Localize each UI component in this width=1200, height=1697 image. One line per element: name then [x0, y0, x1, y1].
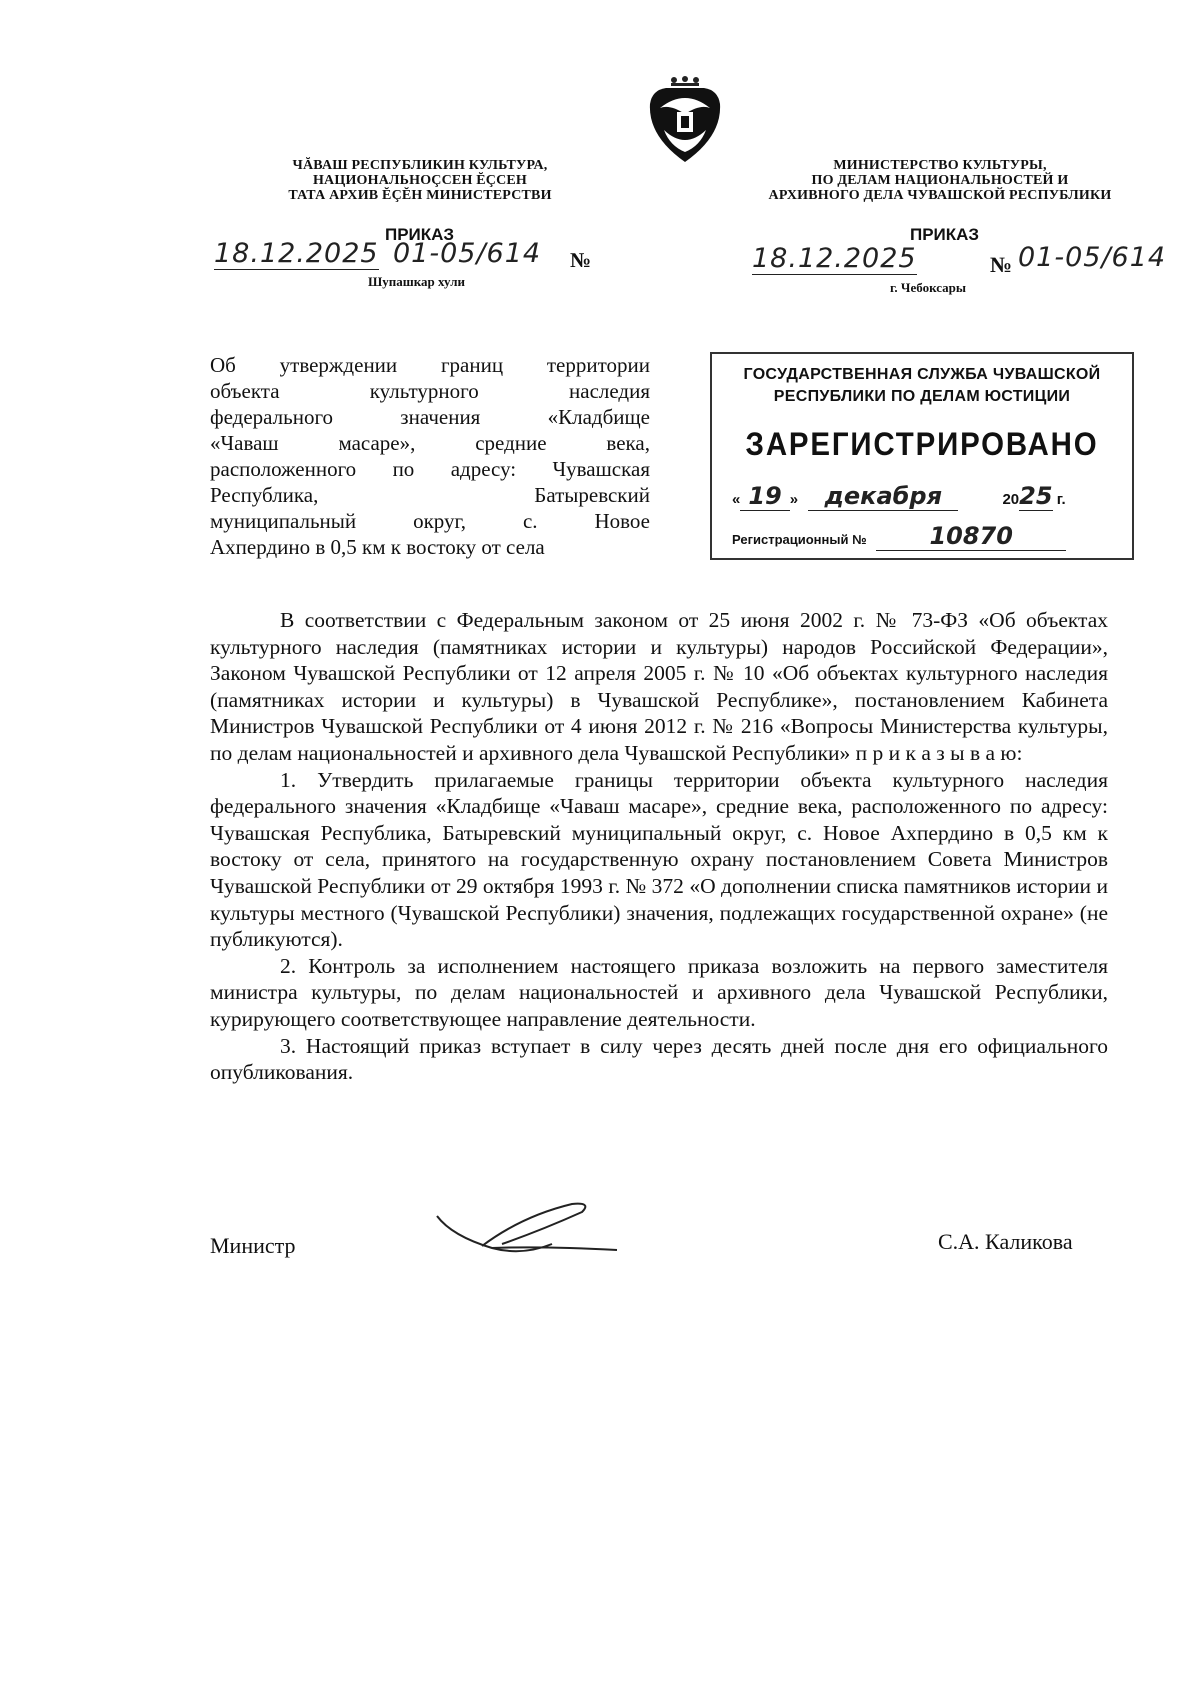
order-label-left: ПРИКАЗ	[385, 225, 455, 244]
ministry-name-russian-line-1: МИНИСТЕРСТВО КУЛЬТУРЫ,	[833, 158, 1047, 173]
title-line: Республика, Батыревский	[210, 483, 650, 507]
order-date-right: 18.12.2025	[752, 243, 917, 274]
place-right: г. Чебоксары	[890, 280, 967, 295]
number-sign-left: №	[570, 248, 592, 272]
title-line: расположенного по адресу: Чувашская	[210, 457, 650, 481]
ministry-name-russian-line-3: АРХИВНОГО ДЕЛА ЧУВАШСКОЙ РЕСПУБЛИКИ	[768, 188, 1112, 203]
ministry-name-russian-line-2: ПО ДЕЛАМ НАЦИОНАЛЬНОСТЕЙ И	[811, 173, 1069, 188]
document-body	[210, 607, 1108, 1086]
place-left: Шупашкар хули	[368, 274, 465, 289]
body-paragraph-item-3: 3. Настоящий приказ вступает в силу через десять дней после дня его официального опубликования.	[210, 1033, 1108, 1085]
title-line: Ахпердино в 0,5 км к востоку от села	[210, 535, 545, 559]
signatory-name: С.А. Каликова	[938, 1229, 1073, 1254]
signatory-role: Министр	[210, 1233, 296, 1258]
coat-of-arms-emblem-icon	[644, 74, 726, 164]
body-paragraph-item-1: 1. Утвердить прилагаемые границы территории объекта культурного наследия федерального значения «Кладбище «Чаваш масаре», средние века, расположенного по адресу: Чувашская Республика, Батыревский муниципальный округ, с. Новое Ахпердино в 0,5 км к востоку от села, принятого на государственную охрану постановлением Совета Министров Чувашской Республики от 29 октября 1993 г. № 372 «О дополнении списка памятников истории и культуры местного (Чувашской Республики) значения, подлежащих государственной охране» (не публикуются).	[210, 767, 1108, 952]
stamp-year-abbr: г.	[1056, 491, 1066, 508]
title-line: «Чаваш масаре», средние века,	[210, 431, 650, 455]
body-paragraph-preamble: В соответствии с Федеральным законом от 25 июня 2002 г. № 73-ФЗ «Об объектах культурного наследия (памятниках истории и культуры) народов Российской Федерации», Законом Чувашской Республики от 12 апреля 2005 г. № 10 «Об объектах культурного наследия (памятниках истории и культуры) в Чувашской Республике», постановлением Кабинета Министров Чувашской Республики от 4 июня 2012 г. № 216 «Вопросы Министерства культуры, по делам национальностей и архивного дела Чувашской Республики» п р и к а з ы в а ю:	[210, 608, 1108, 765]
body-paragraph-item-2: 2. Контроль за исполнением настоящего приказа возложить на первого заместителя министра культуры, по делам национальностей и архивного дела Чувашской Республики, курирующего соответствующее направление деятельности.	[210, 953, 1108, 1031]
order-number-right: 01-05/614	[1018, 242, 1167, 273]
stamp-registration-row	[732, 522, 1112, 551]
registration-stamp	[710, 352, 1134, 560]
stamp-agency	[726, 364, 1118, 408]
stamp-reg-number: 10870	[876, 522, 1066, 551]
ministry-name-chuvash	[255, 158, 585, 203]
stamp-month: декабря	[808, 482, 958, 511]
stamp-year-suffix: 25	[1019, 482, 1053, 510]
ministry-name-chuvash-line-1: ЧĂВАШ РЕСПУБЛИКИН КУЛЬТУРА,	[292, 158, 548, 173]
stamp-agency-line-2: РЕСПУБЛИКИ ПО ДЕЛАМ ЮСТИЦИИ	[773, 388, 1071, 405]
ministry-name-chuvash-line-3: ТАТА АРХИВ ĔÇĔН МИНИСТЕРСТВИ	[288, 188, 552, 203]
number-sign-right: №	[990, 252, 1013, 277]
stamp-status: ЗАРЕГИСТРИРОВАНО	[745, 426, 1099, 462]
stamp-year-prefix: 20	[1002, 491, 1020, 508]
order-number-left: 01-05/614	[393, 238, 542, 269]
title-line: объекта культурного наследия	[210, 379, 650, 403]
stamp-day: 19	[740, 482, 789, 511]
document-title	[210, 352, 650, 560]
handwritten-signature	[432, 1196, 622, 1266]
title-line: федерального значения «Кладбище	[210, 405, 650, 429]
stamp-date-row: « 19 » декабря 2025 г.	[732, 482, 1066, 510]
order-label-right: ПРИКАЗ	[910, 225, 980, 244]
order-date-left: 18.12.2025	[214, 238, 379, 269]
ministry-name-chuvash-line-2: НАЦИОНАЛЬНОÇСЕН ĔÇСЕН	[312, 173, 528, 188]
stamp-agency-line-1: ГОСУДАРСТВЕННАЯ СЛУЖБА ЧУВАШСКОЙ	[743, 366, 1101, 383]
stamp-reg-label: Регистрационный №	[732, 532, 867, 547]
title-line: Об утверждении границ территории	[210, 353, 650, 377]
title-line: муниципальный округ, с. Новое	[210, 509, 650, 533]
ministry-name-russian	[745, 158, 1135, 203]
